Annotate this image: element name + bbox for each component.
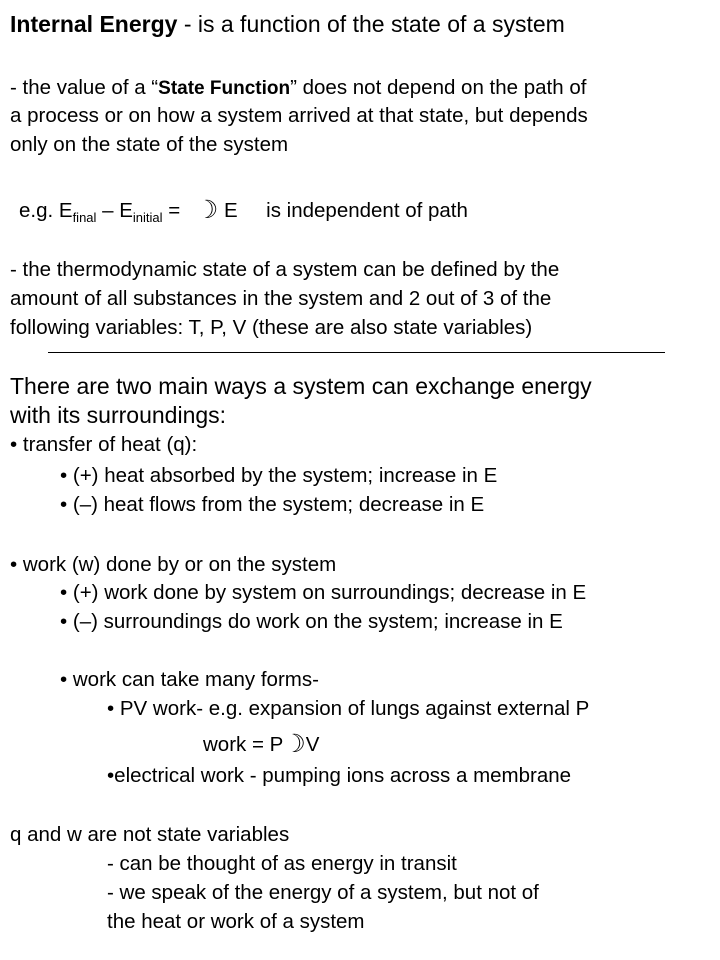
state-function-line-3: only on the state of the system [10,133,289,156]
example-eg: e.g. E [19,199,73,222]
delta-symbol-icon: ☽ [195,196,219,224]
transit-line-3: - we speak of the energy of a system, but not of [107,881,539,904]
example-equals: = [162,199,186,222]
state-function-prefix: - the value of a “ [10,76,159,99]
heat-item-positive: • (+) heat absorbed by the system; increase in E [60,464,498,487]
electrical-work: •electrical work - pumping ions across a membrane [107,764,572,787]
title-term: Internal Energy [10,11,178,37]
state-function-suffix: ” does not depend on the path of [290,76,587,99]
state-function-line-1 [10,76,586,101]
formula-left: work = P [203,733,284,756]
work-item-negative: • (–) surroundings do work on the system; increase in E [60,610,563,633]
formula-right: V [305,733,320,756]
pv-work: • PV work- e.g. expansion of lungs against external P [107,697,590,720]
state-definition-line-2: amount of all substances in the system and 2 out of 3 of the [10,287,552,310]
divider [48,352,665,353]
heat-item-negative: • (–) heat flows from the system; decrease in E [60,493,485,516]
heat-title: • transfer of heat (q): [10,433,198,456]
work-forms-title: • work can take many forms- [60,668,319,691]
state-definition-line-1: - the thermodynamic state of a system can be defined by the [10,258,560,281]
title-definition: - is a function of the state of a system [177,11,565,37]
state-function-term: State Function [158,78,291,99]
page-title [10,10,565,38]
state-definition-line-3: following variables: T, P, V (these are also state variables) [10,316,533,339]
exchange-heading-line-2: with its surroundings: [10,402,227,428]
subscript-initial: initial [132,210,163,225]
formula-delta-icon: ☽ [283,730,306,758]
example-equation [19,196,468,225]
transit-line-1: q and w are not state variables [10,823,290,846]
transit-line-2: - can be thought of as energy in transit [107,852,457,875]
example-after-delta: E is independent of path [218,199,468,222]
work-formula [203,730,320,758]
work-item-positive: • (+) work done by system on surroundings; decrease in E [60,581,587,604]
exchange-heading-line-1: There are two main ways a system can exchange energy [10,373,592,399]
work-title: • work (w) done by or on the system [10,553,337,576]
subscript-final: final [72,210,97,225]
state-function-line-2: a process or on how a system arrived at that state, but depends [10,104,588,127]
transit-line-4: the heat or work of a system [107,910,365,933]
example-minus: – E [96,199,133,222]
